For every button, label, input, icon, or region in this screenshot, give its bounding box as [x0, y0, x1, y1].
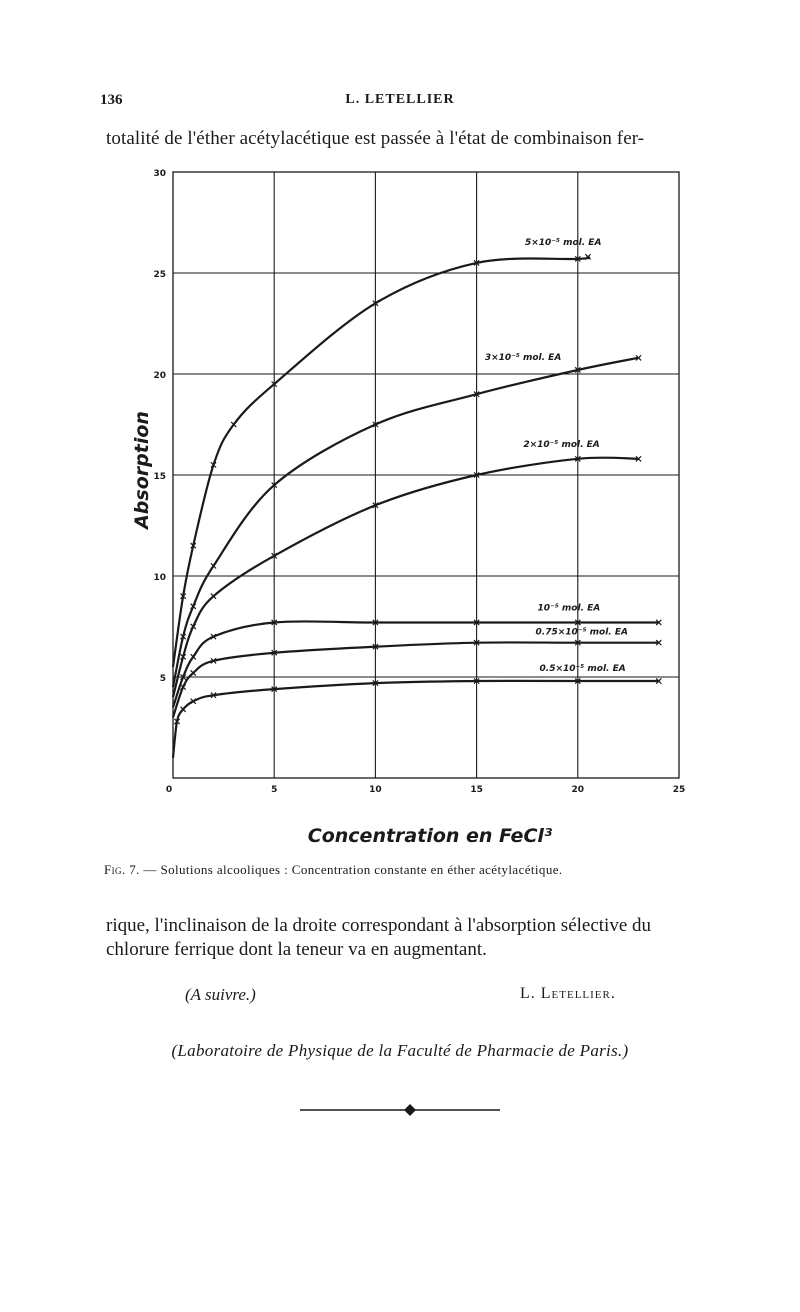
series-label: 2×10⁻⁵ mol. EA	[523, 439, 600, 450]
series-line	[173, 681, 659, 758]
chart-series	[173, 254, 661, 758]
y-tick-label: 5	[159, 674, 166, 684]
series-line	[173, 358, 639, 687]
y-tick-label: 20	[153, 371, 166, 381]
x-tick-label: 0	[165, 785, 173, 795]
figure-caption-text: — Solutions alcooliques : Concentration constante en éther acétylacétique.	[139, 862, 563, 877]
data-point	[181, 707, 186, 712]
running-head: L. LETELLIER	[345, 92, 455, 107]
series-label: 3×10⁻⁵ mol. EA	[484, 352, 562, 363]
y-tick-label: 15	[153, 472, 166, 482]
series-label: 10⁻⁵ mol. EA	[537, 603, 601, 614]
affiliation: (Laboratoire de Physique de la Faculté de Pharmacie de Paris.)	[171, 1041, 629, 1060]
x-tick-label: 20	[571, 785, 585, 795]
series-label: 5×10⁻⁵ mol. EA	[524, 237, 602, 248]
y-tick-label: 30	[153, 169, 166, 179]
series-line	[173, 642, 659, 717]
series-6	[173, 678, 661, 757]
absorption-chart	[0, 150, 800, 850]
x-tick-label: 25	[672, 785, 686, 795]
x-tick-label: 15	[470, 785, 483, 795]
series-line	[173, 458, 639, 698]
series-line	[173, 257, 589, 667]
y-tick-label: 25	[153, 270, 166, 280]
series-1	[173, 254, 591, 667]
series-labels	[485, 238, 628, 674]
y-axis-title: Absorption	[131, 411, 153, 529]
y-tick-label: 10	[153, 573, 166, 583]
chart-grid	[173, 172, 679, 778]
series-3	[173, 456, 641, 697]
figure-caption	[104, 862, 563, 878]
data-point	[211, 594, 216, 599]
paragraph-top: totalité de l'éther acétylacétique est passée à l'état de combinaison fer-	[106, 128, 645, 149]
x-tick-label: 5	[271, 785, 278, 795]
data-point	[191, 670, 196, 675]
y-tick-labels	[153, 169, 166, 684]
page-number: 136	[100, 92, 123, 108]
x-tick-label: 10	[369, 785, 382, 795]
series-label: 0.5×10⁻⁵ mol. EA	[539, 664, 626, 675]
x-axis-title: Concentration en FeCl³	[307, 825, 553, 847]
author-signature: L. Letellier.	[520, 985, 616, 1002]
paragraph-body: rique, l'inclinaison de la droite correspondant à l'absorption sélective du chlorure ferrique dont la teneur va en augmentant.	[106, 915, 652, 960]
to-be-continued: (A suivre.)	[185, 985, 256, 1004]
end-ornament	[300, 1100, 500, 1120]
figure-caption-label: Fig. 7.	[104, 862, 140, 877]
series-5	[173, 640, 661, 717]
x-tick-labels	[166, 785, 685, 795]
series-label: 0.75×10⁻⁵ mol. EA	[535, 627, 628, 638]
